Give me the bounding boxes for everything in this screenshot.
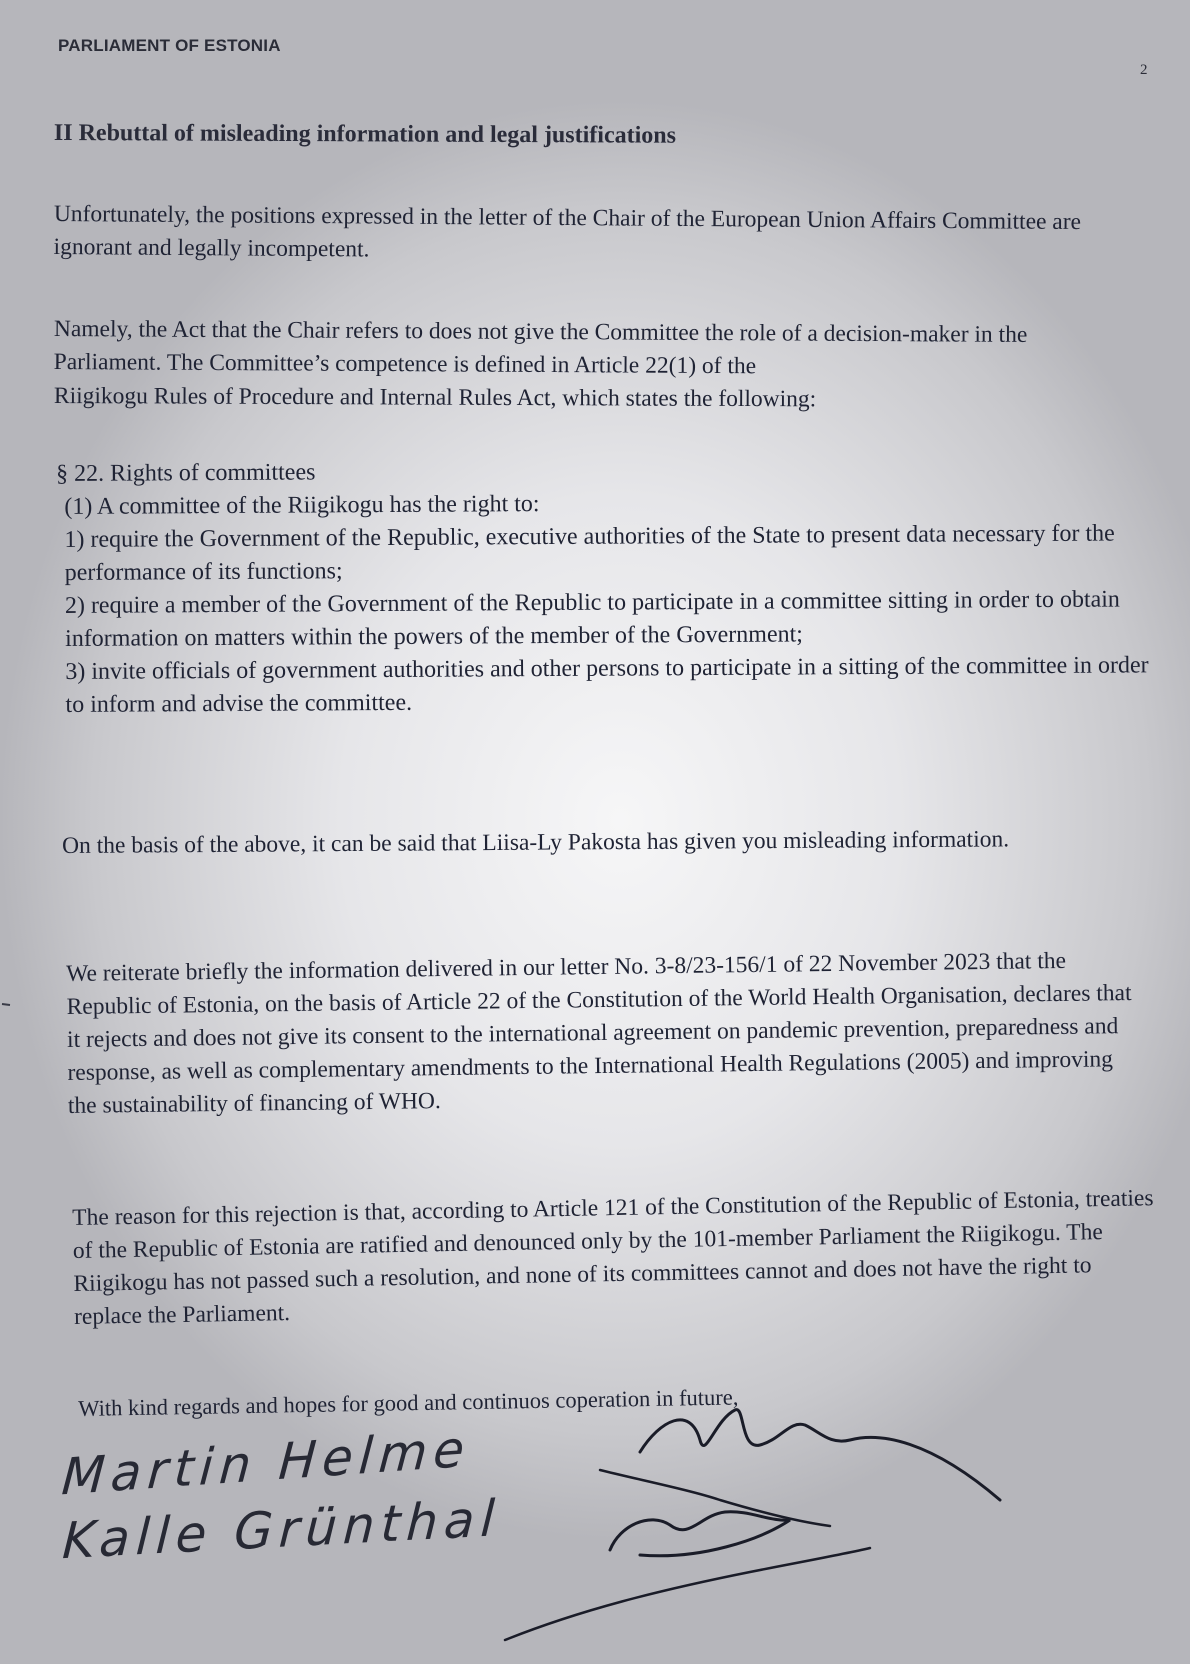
law-item-2: 2) require a member of the Government of the Republic to participate in a committee sitting in order to obtain information on matters within the powers of the member of the Government; [64,586,1120,652]
signature-scribble-middle [600,1470,830,1526]
paragraph-rejection-reason: The reason for this rejection is that, according to Article 121 of the Constitution of the Republic of Estonia, treaties of the Republic of Estonia are ratified and denounced only by the 101-member Parliament the Riigikogu. The Riigikogu has not passed such a resolution, and none of its committees cannot and does not have the right to replace the Parliament. [72,1185,1154,1330]
paragraph-rules-act: Riigikogu Rules of Procedure and Internal Rules Act, which states the following: [53,382,817,413]
law-title: § 22. Rights of committees [56,459,316,487]
signature-flourish [505,1548,870,1640]
paragraph-committee-positions: Unfortunately, the positions expressed in the letter of the Chair of the European Union Affairs Committee are ignorant and legally incompetent. [53,200,1082,263]
law-clause: (1) A committee of the Riigikogu has the right to: [64,491,540,520]
signature-scribble-lower [610,1512,790,1556]
law-excerpt [56,451,1158,722]
section-heading: II Rebuttal of misleading information and legal justifications [53,120,677,149]
paragraph-misleading-information: On the basis of the above, it can be said that Liisa-Ly Pakosta has given you misleading information. [62,826,1010,859]
margin-tick [2,1004,10,1005]
signature-kalle-grunthal: Kalle Grünthal [60,1489,502,1571]
law-item-3: 3) invite officials of government authorities and other persons to participate in a sitting of the committee in order to inform and advise the committee. [65,652,1149,718]
signature-martin-helme: Martin Helme [59,1419,473,1507]
paragraph-reiteration: We reiterate briefly the information delivered in our letter No. 3-8/23-156/1 of 22 November 2023 that the Republic of Estonia, on the basis of Article 22 of the Constitution of the World Health Organisation, declares that it rejects and does not give its consent to the international agreement on pandemic prevention, preparedness and response, as well as complementary amendments to the International Health Regulations (2005) and improving the sustainability of financing of WHO. [66,947,1132,1119]
page-number: 2 [1140,62,1148,78]
letterhead: PARLIAMENT OF ESTONIA [58,36,281,55]
paragraph-act-competence: Namely, the Act that the Chair refers to does not give the Committee the role of a decision-maker in the Parliament. The Committee’s competence is defined in Article 22(1) of the [53,315,1028,380]
closing-regards: With kind regards and hopes for good and continuos coperation in future, [78,1384,739,1421]
signature-scribble-upper [640,1410,1000,1500]
law-item-1: 1) require the Government of the Republic, executive authorities of the State to present data necessary for the performance of its functions; [64,520,1115,586]
